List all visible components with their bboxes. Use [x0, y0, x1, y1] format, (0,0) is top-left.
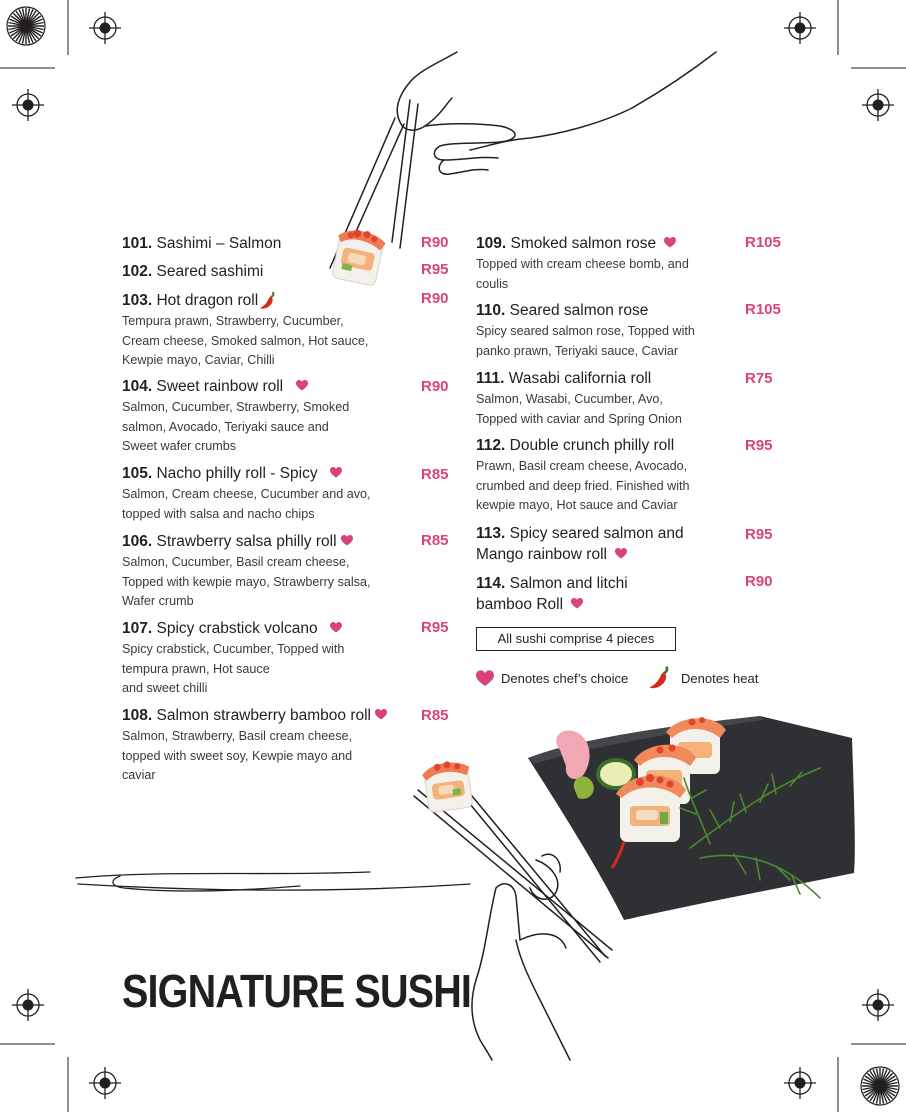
heart-icon: [330, 622, 342, 633]
item-name: Seared salmon rose: [509, 302, 649, 319]
heart-icon: [664, 237, 676, 248]
heart-icon: [615, 548, 627, 559]
sushi-piece-image: [322, 222, 392, 294]
menu-item-113: 113. Spicy seared salmon and Mango rainbow roll: [476, 525, 684, 563]
page-title: SIGNATURE SUSHI: [122, 965, 472, 1017]
item-price: R90: [745, 573, 773, 590]
heart-icon: [341, 535, 353, 546]
menu-item-103: 103. Hot dragon roll Tempura prawn, Strawberry, Cucumber, Cream cheese, Smoked salmon, Hot sauce, Kewpie mayo, Caviar, Chilli: [122, 292, 369, 368]
item-name: Double crunch philly roll: [509, 437, 675, 454]
item-name: Smoked salmon rose: [510, 235, 657, 252]
item-name: Hot dragon roll: [156, 292, 259, 309]
pieces-note: All sushi comprise 4 pieces: [476, 627, 676, 651]
heart-icon: [476, 670, 494, 687]
heart-icon: [571, 598, 583, 609]
item-name: Nacho philly roll - Spicy: [156, 465, 318, 482]
item-name: Mango rainbow roll: [476, 546, 607, 563]
item-name: Spicy seared salmon and: [509, 525, 684, 542]
menu-item-109: 109. Smoked salmon rose Topped with cream cheese bomb, and coulis: [476, 235, 689, 291]
item-name: Salmon strawberry bamboo roll: [156, 707, 371, 724]
item-price: R90: [421, 290, 449, 307]
menu-item-112: 112. Double crunch philly roll Prawn, Basil cream cheese, Avocado, crumbed and deep fried. Finished with kewpie mayo, Hot sauce and Caviar: [476, 437, 690, 513]
item-price: R90: [421, 378, 449, 395]
legend-heat: Denotes heat: [681, 671, 759, 686]
sushi-platter-image: [520, 698, 860, 933]
legend-chefs-choice: Denotes chef’s choice: [501, 671, 629, 686]
item-name: Sweet rainbow roll: [156, 378, 284, 395]
item-name: Spicy crabstick volcano: [156, 620, 318, 637]
menu-item-101: 101. Sashimi – Salmon: [122, 235, 282, 252]
menu-item-110: 110. Seared salmon rose Spicy seared salmon rose, Topped with panko prawn, Teriyaki sauce, Caviar: [476, 302, 695, 358]
heart-icon: [330, 467, 342, 478]
heart-icon: [296, 380, 308, 391]
sushi-piece-image: [416, 756, 480, 818]
item-price: R90: [421, 234, 449, 251]
item-price: R95: [421, 261, 449, 278]
menu-item-111: 111. Wasabi california roll Salmon, Wasabi, Cucumber, Avo, Topped with caviar and Spring Onion: [476, 370, 682, 426]
item-name: bamboo Roll: [476, 596, 564, 613]
chili-icon: [648, 664, 672, 690]
menu-item-105: 105. Nacho philly roll - Spicy Salmon, Cream cheese, Cucumber and avo, topped with salsa and nacho chips: [122, 465, 371, 521]
item-price: R85: [421, 466, 449, 483]
menu-item-106: 106. Strawberry salsa philly roll Salmon, Cucumber, Basil cream cheese, Topped with kewpie mayo, Strawberry salsa, Wafer crumb: [122, 533, 371, 609]
item-price: R105: [745, 234, 781, 251]
heart-icon: [375, 709, 387, 720]
item-name: Strawberry salsa philly roll: [156, 533, 337, 550]
menu-item-102: 102. Seared sashimi: [122, 263, 264, 280]
menu-item-108: 108. Salmon strawberry bamboo roll Salmon, Strawberry, Basil cream cheese, topped with sweet soy, Kewpie mayo and caviar: [122, 706, 422, 786]
item-name: Seared sashimi: [156, 263, 264, 280]
item-price: R95: [745, 526, 773, 543]
item-name: Wasabi california roll: [508, 370, 652, 387]
chili-icon: [259, 290, 277, 310]
item-price: R95: [745, 437, 773, 454]
menu-item-104: 104. Sweet rainbow roll Salmon, Cucumber, Strawberry, Smoked salmon, Avocado, Teriyaki sauce and Sweet wafer crumbs: [122, 378, 350, 454]
item-price: R105: [745, 301, 781, 318]
item-price: R75: [745, 370, 773, 387]
item-price: R85: [421, 532, 449, 549]
item-price: R95: [421, 619, 449, 636]
menu-item-114: 114. Salmon and litchi bamboo Roll: [476, 575, 628, 613]
item-name: Sashimi – Salmon: [156, 235, 282, 252]
item-price: R85: [421, 707, 449, 724]
item-name: Salmon and litchi: [509, 575, 628, 592]
menu-item-107: 107. Spicy crabstick volcano Spicy crabstick, Cucumber, Topped with tempura prawn, Hot sauce and sweet chilli: [122, 620, 345, 696]
